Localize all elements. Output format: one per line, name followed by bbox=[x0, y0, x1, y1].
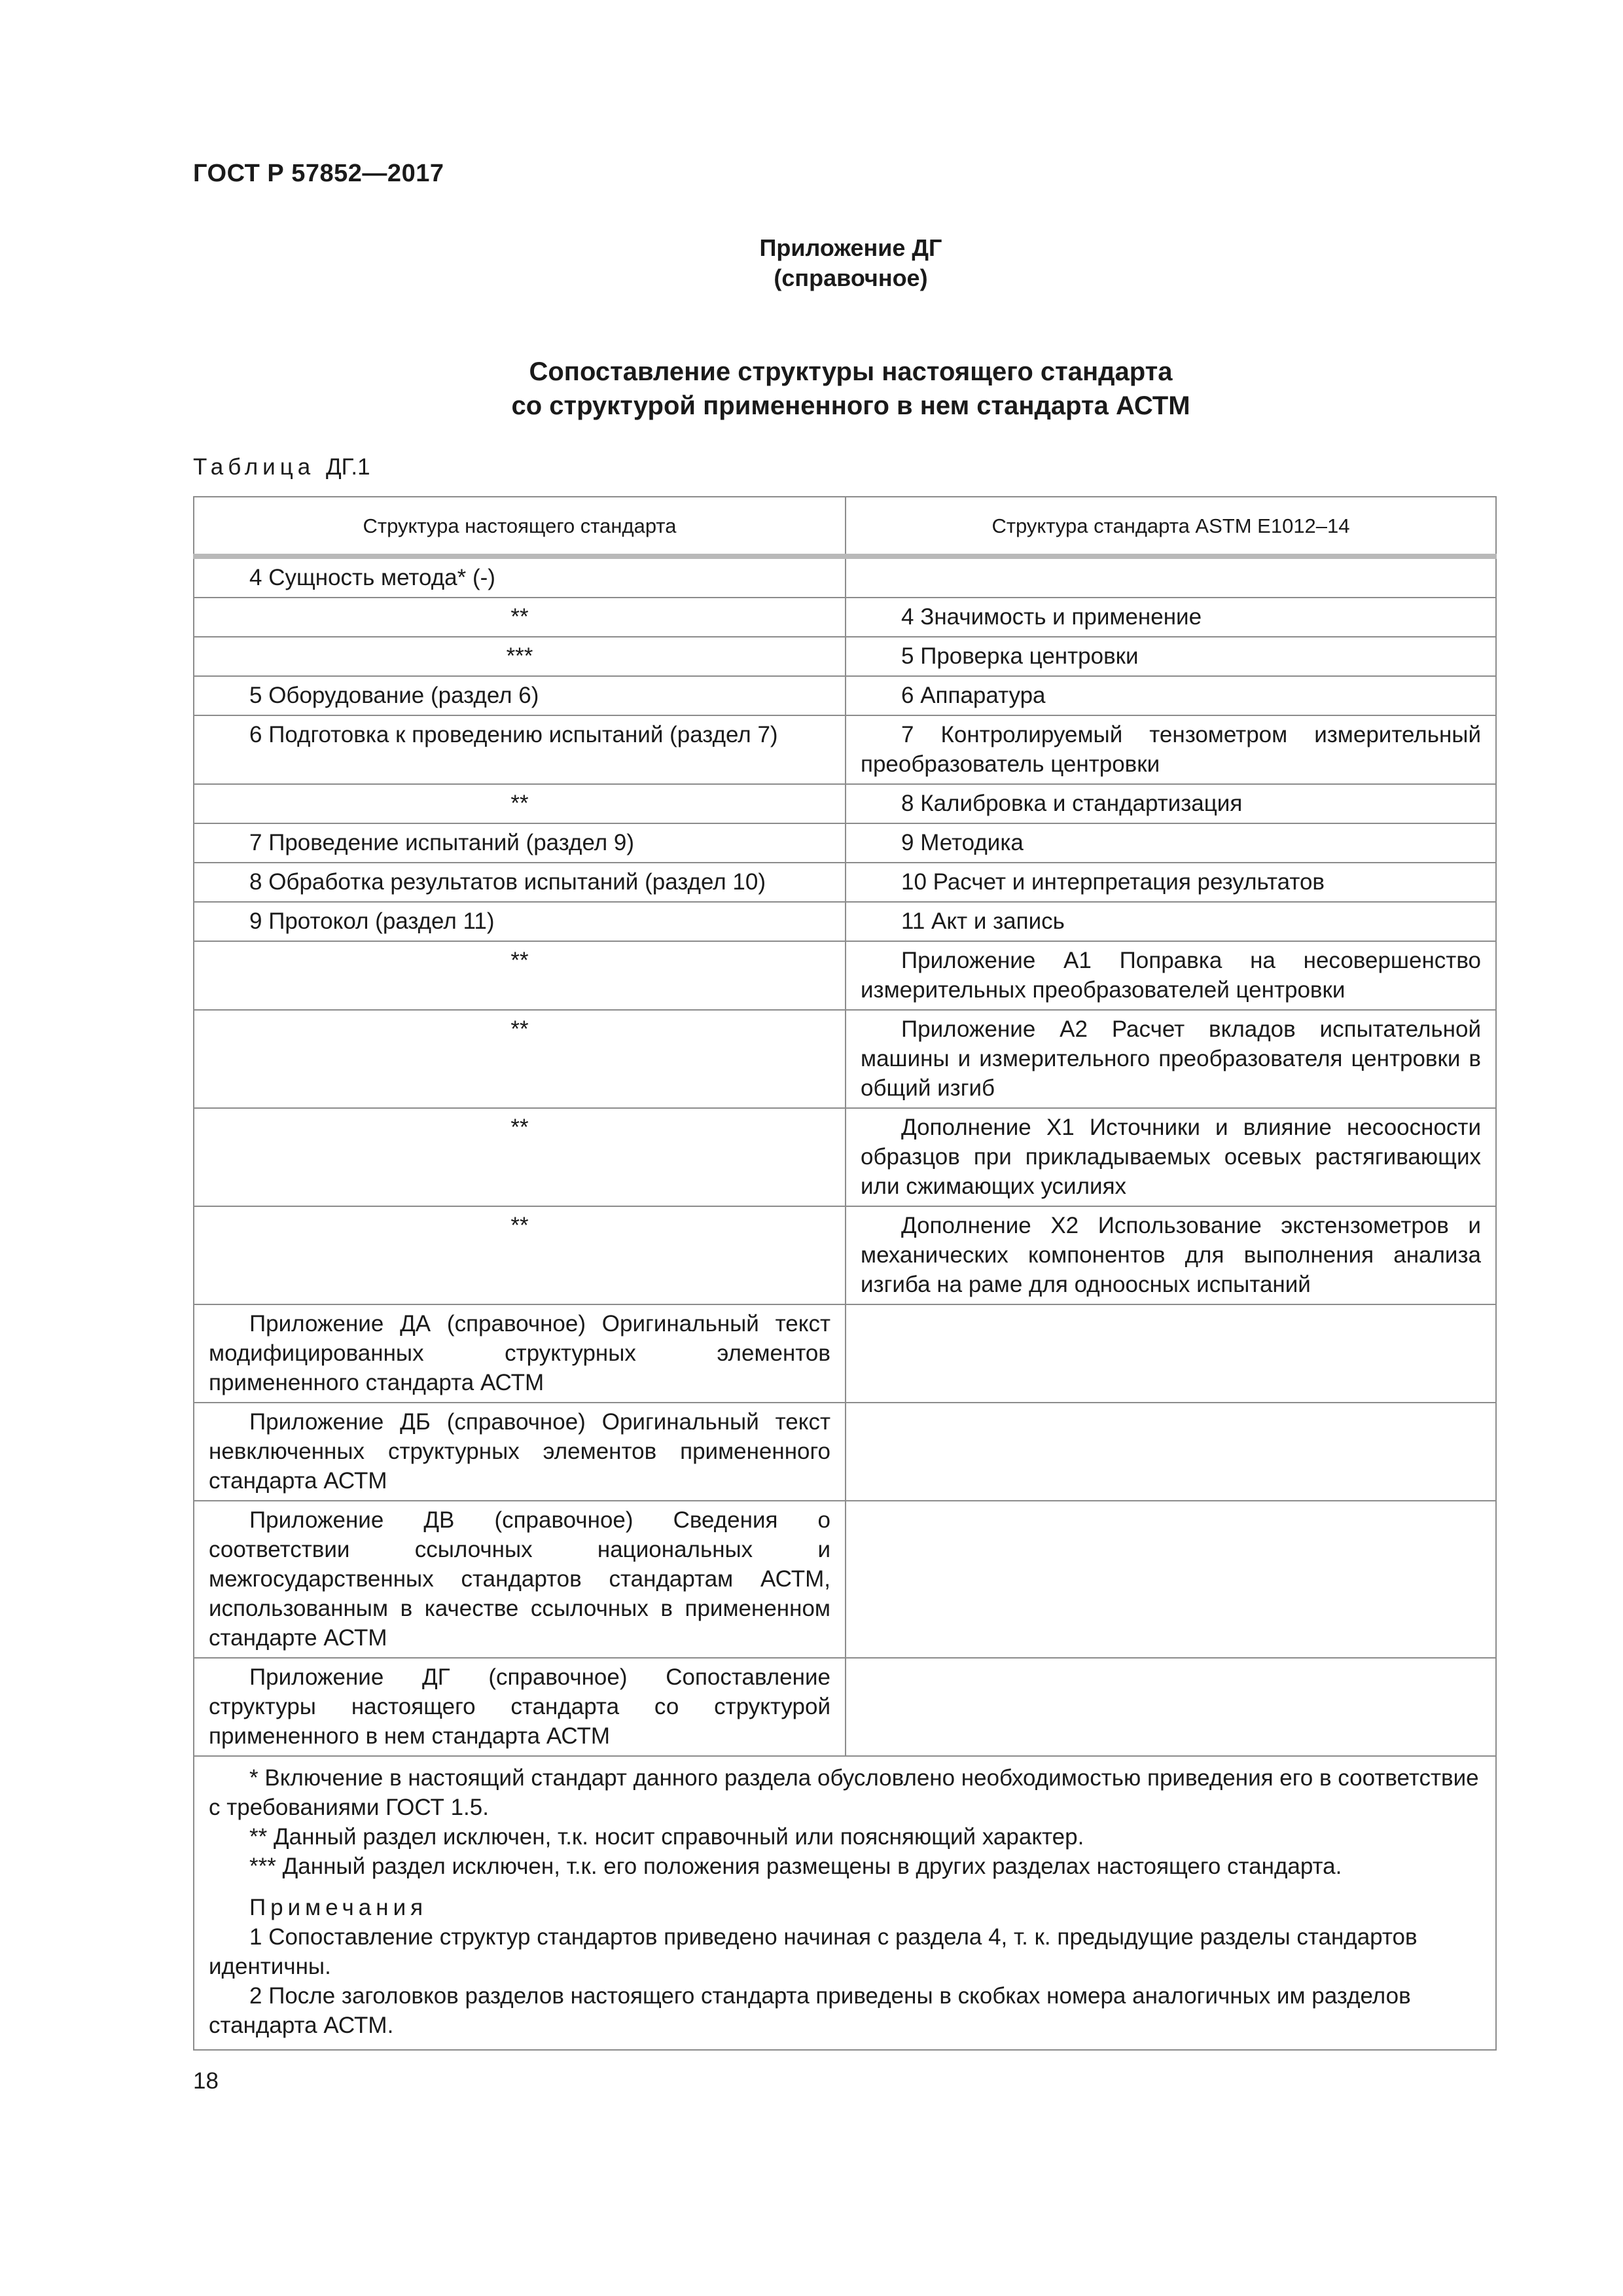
cell-current: Приложение ДГ (справочное) Сопоставление структуры настоящего стандарта со структурой примененного в нем стандарта АСТМ bbox=[194, 1658, 846, 1756]
page-number: 18 bbox=[193, 2068, 219, 2094]
cell-current: Приложение ДВ (справочное) Сведения о соответствии ссылочных национальных и межгосударственных стандартов стандартам АСТМ, использованным в качестве ссылочных в примененном стандарте АСТМ bbox=[194, 1501, 846, 1658]
cell-astm: 8 Калибровка и стандартизация bbox=[846, 784, 1496, 823]
notes-title: Примечания bbox=[249, 1895, 428, 1920]
table-row bbox=[194, 556, 1496, 598]
table-row bbox=[194, 676, 1496, 715]
table-footnotes bbox=[194, 1756, 1496, 2050]
cell-astm: Приложение А1 Поправка на несовершенство измерительных преобразователей центровки bbox=[846, 941, 1496, 1010]
footnote-three-stars: *** Данный раздел исключен, т.к. его положения размещены в других разделах настоящего стандарта. bbox=[249, 1854, 1342, 1879]
cell-current: 6 Подготовка к проведению испытаний (раздел 7) bbox=[194, 715, 846, 784]
cell-astm: 5 Проверка центровки bbox=[846, 637, 1496, 676]
cell-astm: 10 Расчет и интерпретация результатов bbox=[846, 863, 1496, 902]
cell-astm: 6 Аппаратура bbox=[846, 676, 1496, 715]
cell-astm bbox=[846, 1304, 1496, 1403]
cell-astm: 11 Акт и запись bbox=[846, 902, 1496, 941]
document-title-line-1: Сопоставление структуры настоящего стандарта bbox=[529, 357, 1173, 386]
cell-current: 7 Проведение испытаний (раздел 9) bbox=[194, 823, 846, 863]
table-row bbox=[194, 863, 1496, 902]
note-1: 1 Сопоставление структур стандартов приведено начиная с раздела 4, т. к. предыдущие разделы стандартов идентичны. bbox=[209, 1924, 1418, 1979]
cell-current: *** bbox=[194, 637, 846, 676]
table-caption bbox=[193, 454, 370, 480]
cell-current: Приложение ДА (справочное) Оригинальный текст модифицированных структурных элементов примененного стандарта АСТМ bbox=[194, 1304, 846, 1403]
cell-astm: 4 Значимость и применение bbox=[846, 598, 1496, 637]
cell-current: ** bbox=[194, 1010, 846, 1108]
table-caption-number: ДГ.1 bbox=[325, 454, 370, 480]
table-row bbox=[194, 823, 1496, 863]
cell-astm: 9 Методика bbox=[846, 823, 1496, 863]
cell-current: 5 Оборудование (раздел 6) bbox=[194, 676, 846, 715]
cell-current: Приложение ДБ (справочное) Оригинальный текст невключенных структурных элементов примененного стандарта АСТМ bbox=[194, 1403, 846, 1501]
cell-current: 9 Протокол (раздел 11) bbox=[194, 902, 846, 941]
cell-current: ** bbox=[194, 1206, 846, 1304]
cell-astm bbox=[846, 1403, 1496, 1501]
cell-astm: 7 Контролируемый тензометром измерительный преобразователь центровки bbox=[846, 715, 1496, 784]
standard-code: ГОСТ Р 57852—2017 bbox=[193, 160, 444, 187]
cell-astm bbox=[846, 1658, 1496, 1756]
table-row bbox=[194, 1206, 1496, 1304]
table-row bbox=[194, 1658, 1496, 1756]
cell-current: 4 Сущность метода* (-) bbox=[194, 556, 846, 598]
cell-current: 8 Обработка результатов испытаний (раздел 10) bbox=[194, 863, 846, 902]
appendix-kind: (справочное) bbox=[774, 264, 928, 291]
document-title-line-2: со структурой примененного в нем стандарта АСТМ bbox=[511, 391, 1190, 420]
table-caption-word: Таблица bbox=[193, 454, 315, 480]
table-row bbox=[194, 1010, 1496, 1108]
header-current-standard: Структура настоящего стандарта bbox=[194, 497, 846, 556]
cell-current: ** bbox=[194, 941, 846, 1010]
cell-current: ** bbox=[194, 784, 846, 823]
table-header-row bbox=[194, 497, 1496, 556]
table-footnotes-row bbox=[194, 1756, 1496, 2050]
footnote-two-stars: ** Данный раздел исключен, т.к. носит справочный или поясняющий характер. bbox=[249, 1824, 1084, 1850]
cell-astm: Дополнение X2 Использование экстензометров и механических компонентов для выполнения анализа изгиба на раме для одноосных испытаний bbox=[846, 1206, 1496, 1304]
table-row bbox=[194, 598, 1496, 637]
table-row bbox=[194, 1501, 1496, 1658]
structure-comparison-table bbox=[193, 496, 1497, 2051]
cell-astm: Дополнение X1 Источники и влияние несоосности образцов при прикладываемых осевых растягивающих или сжимающих усилиях bbox=[846, 1108, 1496, 1206]
appendix-title: Приложение ДГ bbox=[759, 234, 942, 261]
header-astm-standard: Структура стандарта ASTM E1012–14 bbox=[846, 497, 1496, 556]
table-row bbox=[194, 941, 1496, 1010]
table-row bbox=[194, 715, 1496, 784]
table-row bbox=[194, 1304, 1496, 1403]
cell-astm bbox=[846, 556, 1496, 598]
footnote-one-star: * Включение в настоящий стандарт данного раздела обусловлено необходимостью приведения его в соответствие с требованиями ГОСТ 1.5. bbox=[209, 1765, 1479, 1820]
cell-current: ** bbox=[194, 598, 846, 637]
note-2: 2 После заголовков разделов настоящего стандарта приведены в скобках номера аналогичных им разделов стандарта АСТМ. bbox=[209, 1983, 1411, 2038]
cell-current: ** bbox=[194, 1108, 846, 1206]
table-row bbox=[194, 784, 1496, 823]
cell-astm: Приложение А2 Расчет вкладов испытательной машины и измерительного преобразователя центровки в общий изгиб bbox=[846, 1010, 1496, 1108]
table-row bbox=[194, 637, 1496, 676]
table-row bbox=[194, 902, 1496, 941]
cell-astm bbox=[846, 1501, 1496, 1658]
table-row bbox=[194, 1108, 1496, 1206]
table-row bbox=[194, 1403, 1496, 1501]
